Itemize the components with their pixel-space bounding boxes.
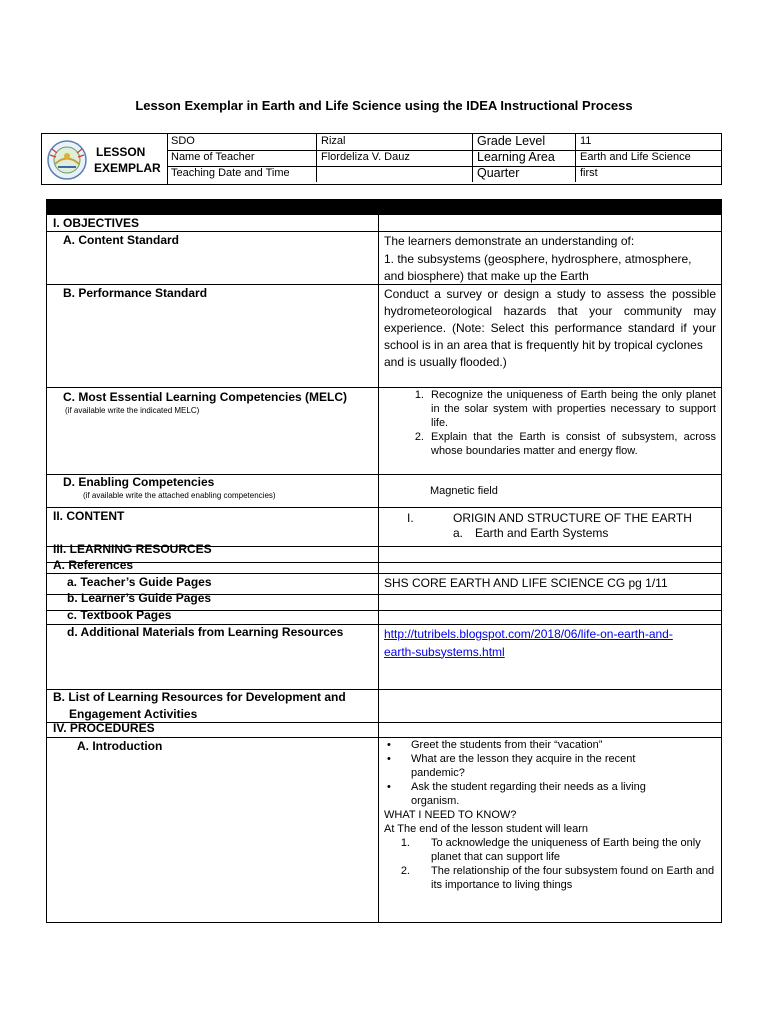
- row-divider: [47, 231, 721, 232]
- content-topics: [407, 511, 717, 541]
- content-subtopic-number: a.: [453, 526, 464, 540]
- resource-link[interactable]: http://tutribels.blogspot.com/2018/06/life-on-earth-and-: [384, 627, 673, 641]
- additional-materials-label: d. Additional Materials from Learning Resources: [67, 625, 344, 639]
- content-standard-line: and biosphere) that make up the Earth: [384, 269, 589, 283]
- content-standard-label: A. Content Standard: [63, 233, 179, 247]
- melc-item: [384, 388, 716, 430]
- content-standard-text: [384, 233, 718, 286]
- quarter-value: first: [580, 167, 598, 179]
- melc-note: (if available write the indicated MELC): [65, 406, 200, 415]
- row-divider: [47, 573, 721, 574]
- list-resources-label-1: B. List of Learning Resources for Development and: [53, 690, 346, 704]
- content-subtopic-text: Earth and Earth Systems: [475, 526, 609, 540]
- need-to-know-heading: WHAT I NEED TO KNOW?: [384, 809, 517, 821]
- textbook-pages-label: c. Textbook Pages: [67, 608, 172, 622]
- teacher-value: Flordeliza V. Dauz: [317, 150, 473, 166]
- header-row-teacher: [167, 150, 721, 167]
- row-divider: [47, 507, 721, 508]
- content-topic-text: ORIGIN AND STRUCTURE OF THE EARTH: [453, 511, 692, 525]
- enabling-note: (if available write the attached enabling competencies): [83, 491, 276, 500]
- intro-bullet: • What are the lesson they acquire in the recent pandemic?: [384, 752, 674, 780]
- lesson-label: LESSON: [96, 145, 146, 159]
- table-header-bar: [47, 200, 721, 215]
- introduction-label: A. Introduction: [77, 739, 163, 753]
- document-title: Lesson Exemplar in Earth and Life Science using the IDEA Instructional Process: [135, 98, 633, 113]
- melc-item-text: Recognize the uniqueness of Earth being the only planet in the solar system with properties necessary to support life.: [431, 389, 716, 429]
- learn-item-number: 1.: [400, 837, 410, 849]
- content-standard-line: 1. the subsystems (geosphere, hydrosphere, atmosphere,: [384, 251, 692, 266]
- header-table: [41, 133, 722, 185]
- logo-cell: [42, 134, 168, 184]
- additional-materials-links: [384, 626, 718, 661]
- list-resources-label-2: Engagement Activities: [69, 707, 198, 721]
- sdo-value: Rizal: [317, 134, 473, 150]
- grade-level-value: 11: [580, 135, 592, 147]
- content-standard-line: The learners demonstrate an understanding of:: [384, 234, 635, 248]
- lesson-table: [46, 199, 722, 923]
- learn-item-number: 2.: [400, 865, 410, 877]
- melc-item: [384, 430, 716, 458]
- row-divider: [47, 562, 721, 563]
- melc-item-number: 2.: [414, 431, 424, 443]
- tg-pages-label: a. Teacher’s Guide Pages: [67, 575, 212, 589]
- content-heading: II. CONTENT: [53, 509, 125, 523]
- learn-item: [384, 836, 716, 864]
- enabling-text: Magnetic field: [430, 485, 498, 497]
- deped-seal-icon: [46, 139, 88, 181]
- grade-level-label: Grade Level: [473, 134, 576, 150]
- tg-pages-text: SHS CORE EARTH AND LIFE SCIENCE CG pg 1/11: [384, 576, 668, 590]
- resources-heading: III. LEARNING RESOURCES: [53, 542, 212, 556]
- exemplar-label: EXEMPLAR: [94, 161, 161, 175]
- introduction-content: [384, 738, 718, 892]
- header-row-date: [167, 166, 721, 182]
- melc-label: C. Most Essential Learning Competencies (MELC): [63, 390, 348, 404]
- melc-item-number: 1.: [414, 389, 424, 401]
- learn-item-text: The relationship of the four subsystem found on Earth and its importance to living things: [431, 865, 715, 891]
- procedures-heading: IV. PROCEDURES: [53, 721, 155, 735]
- objectives-heading: I. OBJECTIVES: [53, 216, 140, 230]
- intro-bullet: • Ask the student regarding their needs as a living organism.: [384, 780, 674, 808]
- content-topic-number: I.: [407, 511, 414, 525]
- teacher-label: Name of Teacher: [167, 150, 317, 166]
- melc-item-text: Explain that the Earth is consist of subsystem, across whose boundaries matter and energy flow.: [431, 431, 716, 457]
- learn-item: [384, 864, 716, 892]
- quarter-label: Quarter: [473, 166, 576, 182]
- date-value: [317, 166, 473, 182]
- lg-pages-label: b. Learner’s Guide Pages: [67, 591, 212, 605]
- resource-link[interactable]: earth-subsystems.html: [384, 644, 505, 659]
- lesson-exemplar-label: [94, 144, 161, 176]
- header-row-sdo: [167, 134, 721, 151]
- performance-standard-tail: and is usually flooded.): [384, 355, 507, 369]
- date-label: Teaching Date and Time: [167, 166, 317, 182]
- content-topic: [407, 511, 717, 526]
- end-of-lesson-text: At The end of the lesson student will learn: [384, 823, 589, 835]
- performance-standard-body: Conduct a survey or design a study to assess the possible hydrometeorological hazards that your community may experience. (Note: Select this performance standard if your school is in an area that is frequently hit by tropical cyclones: [384, 287, 716, 352]
- references-label: A. References: [53, 558, 134, 572]
- intro-bullet-list: [384, 738, 674, 808]
- performance-standard-text: [384, 286, 716, 371]
- learning-area-label: Learning Area: [473, 150, 576, 166]
- intro-bullet: • Greet the students from their “vacation”: [384, 738, 674, 752]
- column-divider: [378, 215, 379, 922]
- melc-list: [384, 388, 718, 458]
- performance-standard-label: B. Performance Standard: [63, 286, 208, 300]
- enabling-label: D. Enabling Competencies: [63, 475, 215, 489]
- learn-item-text: To acknowledge the uniqueness of Earth being the only planet that can support life: [431, 837, 701, 863]
- sdo-label: SDO: [167, 134, 317, 150]
- content-subtopic: [407, 526, 717, 541]
- learning-area-value: Earth and Life Science: [580, 151, 691, 163]
